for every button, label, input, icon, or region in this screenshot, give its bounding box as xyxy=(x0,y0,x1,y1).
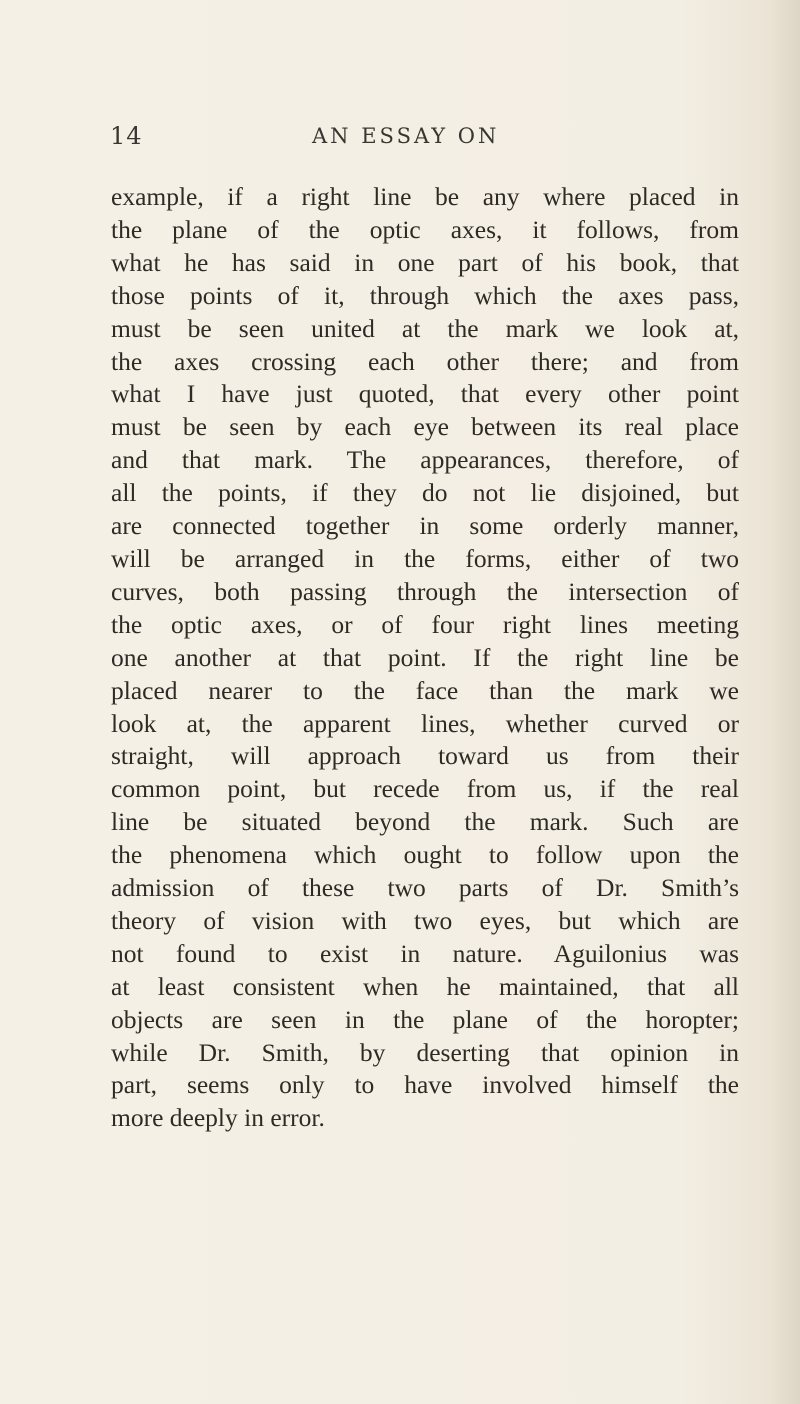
text-line: the plane of the optic axes, it follows, from xyxy=(111,214,739,244)
text-line: while Dr. Smith, by deserting that opinion in xyxy=(111,1037,739,1067)
text-line: and that mark. The appearances, therefore, of xyxy=(111,445,739,475)
text-line: common point, but recede from us, if the real xyxy=(111,774,739,804)
text-line: what he has said in one part of his book, that xyxy=(111,247,739,277)
text-line: straight, will approach toward us from their xyxy=(111,741,739,771)
text-line-last: more deeply in error. xyxy=(111,1103,325,1133)
page-header xyxy=(0,122,800,152)
text-line: must be seen united at the mark we look at, xyxy=(111,313,739,343)
text-line: line be situated beyond the mark. Such are xyxy=(111,807,739,837)
text-line: the axes crossing each other there; and from xyxy=(111,346,739,376)
text-line: curves, both passing through the intersection of xyxy=(111,576,739,606)
text-line: what I have just quoted, that every other point xyxy=(111,379,739,409)
text-line: one another at that point. If the right line be xyxy=(111,642,739,672)
text-line: those points of it, through which the axes pass, xyxy=(111,280,739,310)
text-line: example, if a right line be any where placed in xyxy=(111,182,739,211)
text-line: the optic axes, or of four right lines meeting xyxy=(111,609,739,639)
text-line: objects are seen in the plane of the horopter; xyxy=(111,1004,739,1034)
text-line: placed nearer to the face than the mark we xyxy=(111,675,739,705)
text-line: look at, the apparent lines, whether curved or xyxy=(111,708,739,738)
text-line: part, seems only to have involved himself the xyxy=(111,1070,739,1100)
text-line: not found to exist in nature. Aguilonius was xyxy=(111,938,739,968)
text-line: will be arranged in the forms, either of two xyxy=(111,543,739,573)
text-line: the phenomena which ought to follow upon the xyxy=(111,840,739,870)
text-line: are connected together in some orderly manner, xyxy=(111,511,739,541)
text-line: at least consistent when he maintained, that all xyxy=(111,971,739,1001)
page-number: 14 xyxy=(110,122,143,150)
text-line: must be seen by each eye between its real place xyxy=(111,412,739,442)
text-line: all the points, if they do not lie disjoined, but xyxy=(111,478,739,508)
text-line: admission of these two parts of Dr. Smith’s xyxy=(111,873,739,903)
text-line: theory of vision with two eyes, but which are xyxy=(111,905,739,935)
body-paragraph xyxy=(111,181,739,1135)
running-head: AN ESSAY ON xyxy=(312,124,500,148)
